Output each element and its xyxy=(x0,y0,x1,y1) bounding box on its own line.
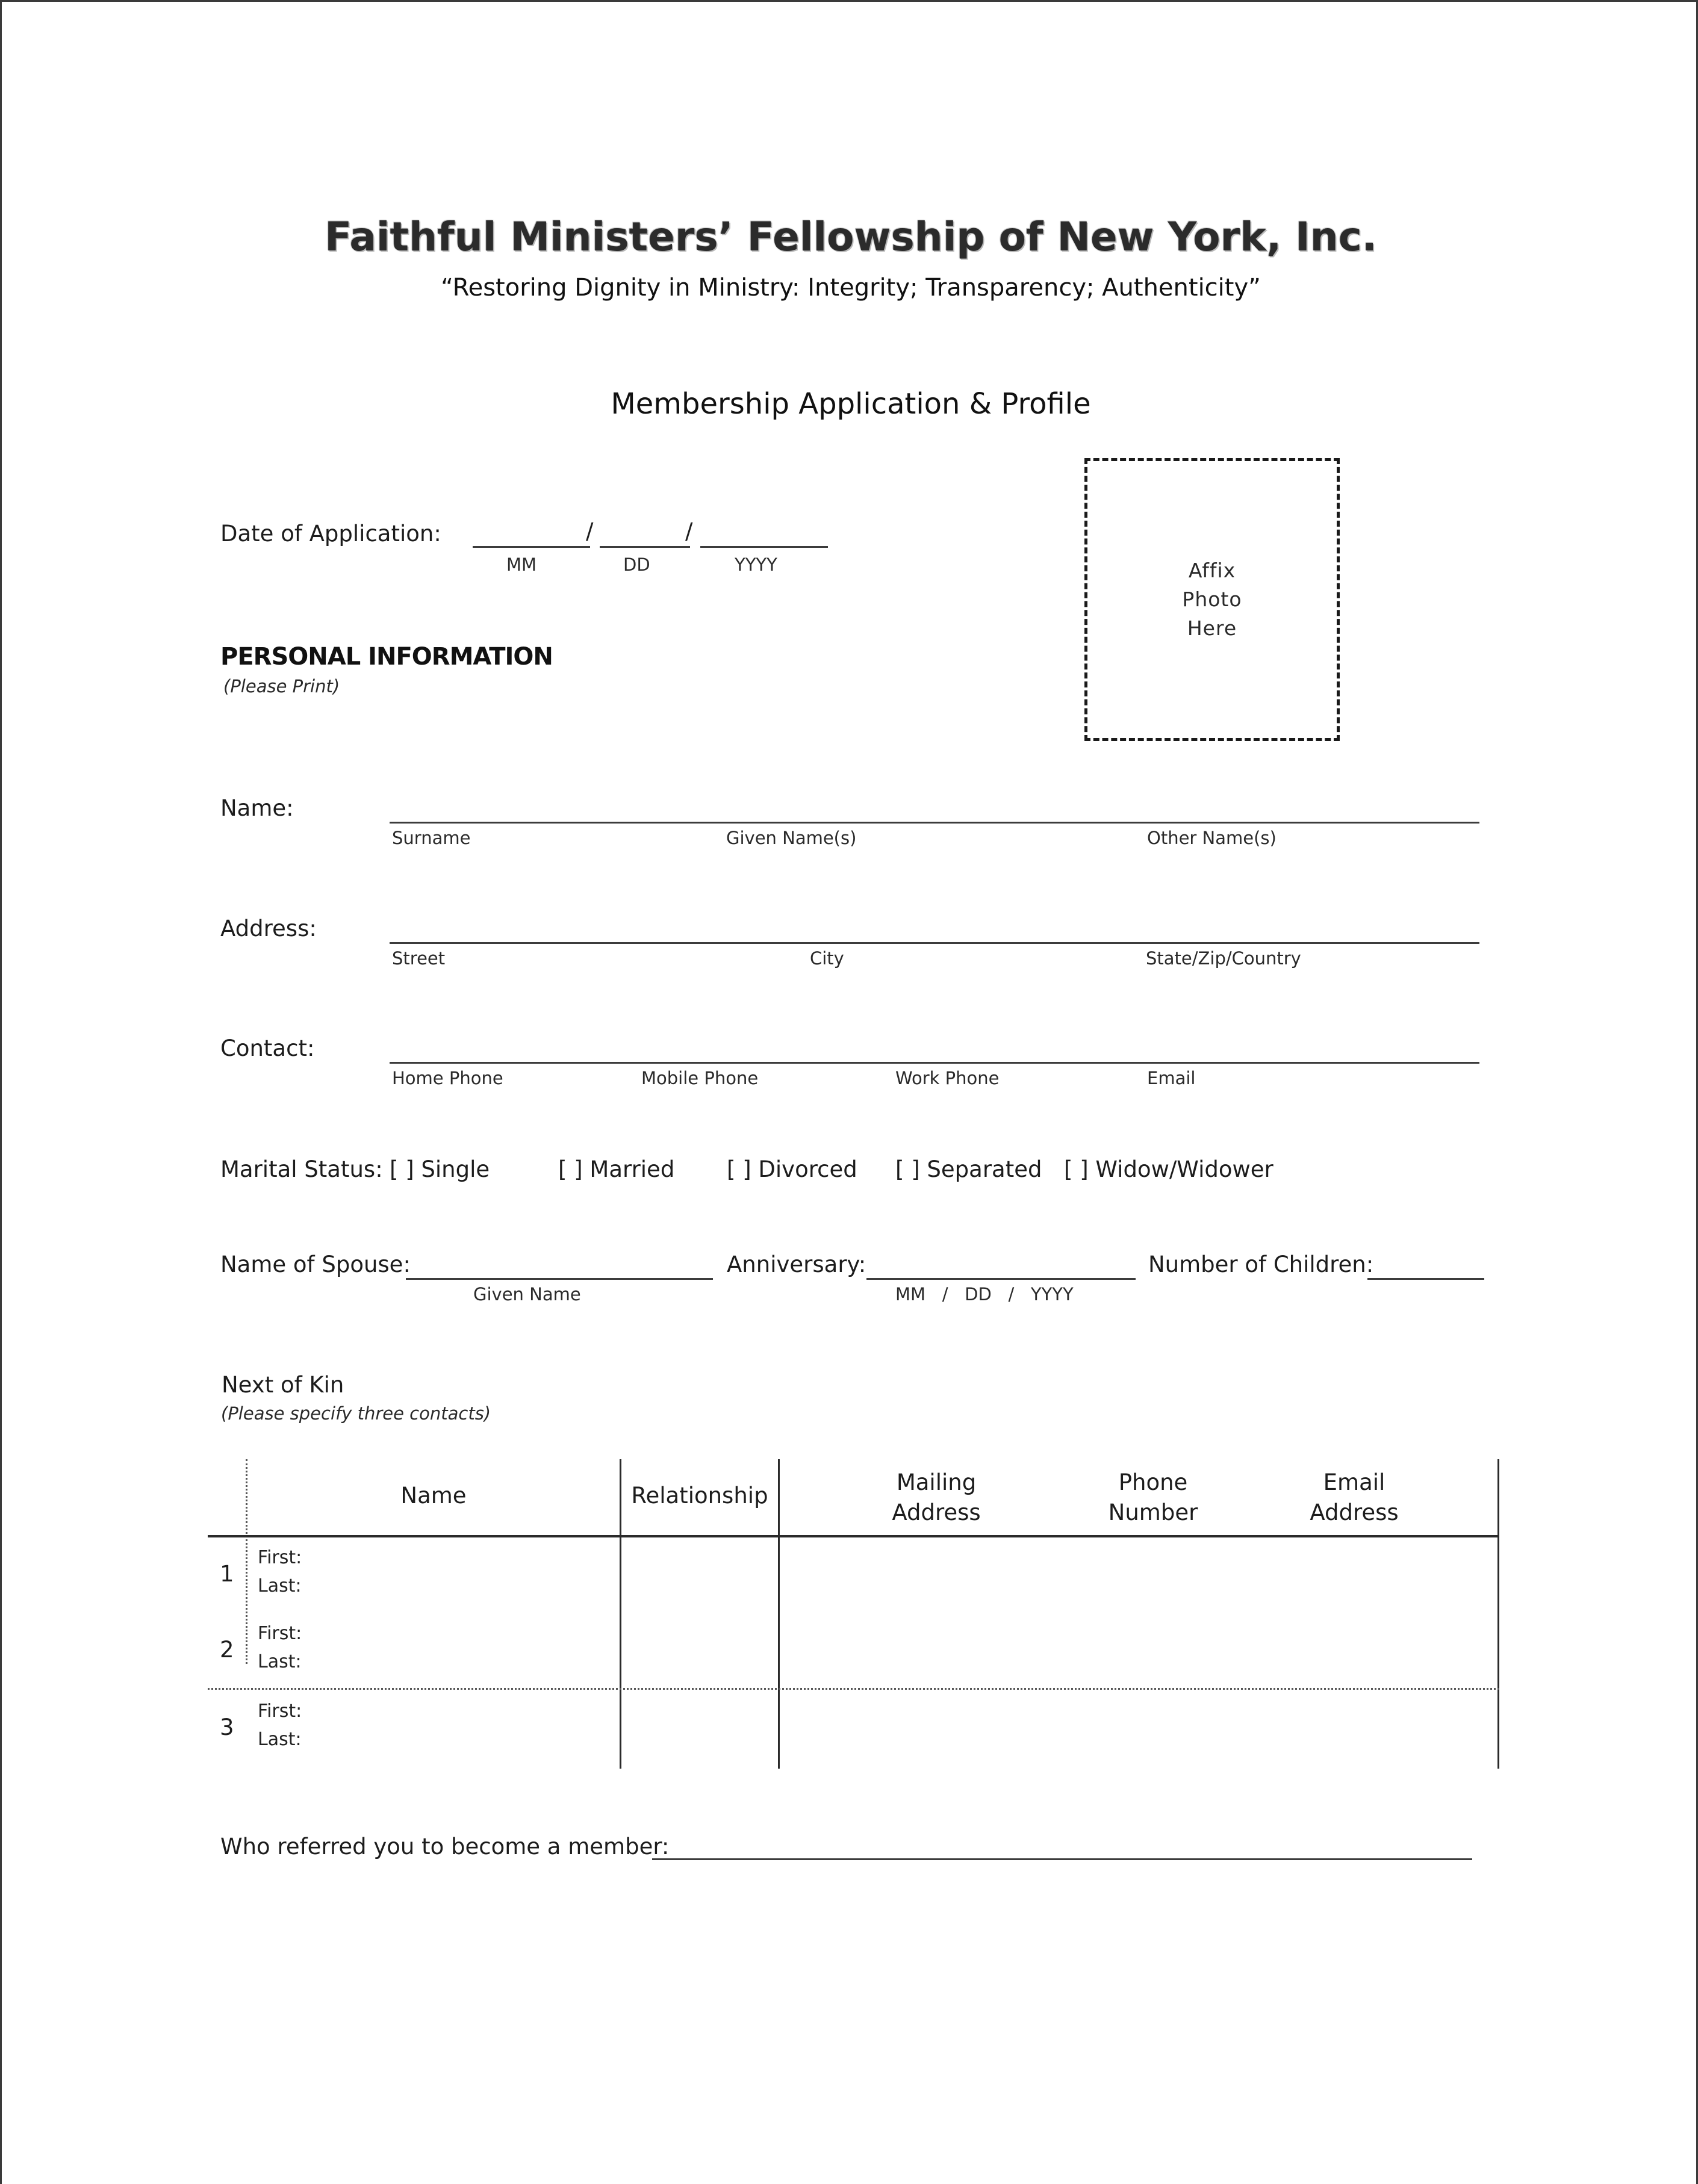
address-label: Address: xyxy=(220,916,317,942)
column-header-email-address xyxy=(1258,1468,1451,1528)
column-header-phone-number xyxy=(1057,1468,1249,1528)
form-title: Membership Application & Profile xyxy=(611,387,1091,421)
header-separator xyxy=(208,1535,1499,1537)
contact-field[interactable] xyxy=(390,1062,1479,1064)
photo-placeholder-text xyxy=(1182,556,1242,643)
please-print-note: (Please Print) xyxy=(223,676,340,696)
children-label: Number of Children: xyxy=(1148,1252,1374,1277)
organization-title: Faithful Ministers’ Fellowship of New York, Inc. xyxy=(325,214,1377,260)
next-of-kin-note: (Please specify three contacts) xyxy=(221,1403,491,1424)
checkbox-icon[interactable]: [ ] xyxy=(558,1156,583,1182)
header-line: Mailing xyxy=(896,1469,977,1495)
row-number: 1 xyxy=(220,1561,234,1587)
date-year-field[interactable] xyxy=(700,546,828,548)
option-label: Single xyxy=(421,1156,490,1182)
header-line: Address xyxy=(892,1500,981,1525)
last-name-label[interactable]: Last: xyxy=(258,1651,302,1672)
email-hint: Email xyxy=(1147,1068,1196,1088)
date-separator: / xyxy=(586,518,594,544)
row-number: 3 xyxy=(220,1714,234,1740)
mobile-phone-hint: Mobile Phone xyxy=(641,1068,759,1088)
checkbox-icon[interactable]: [ ] xyxy=(1064,1156,1089,1182)
marital-option-separated[interactable] xyxy=(895,1156,1042,1182)
referral-label: Who referred you to become a member: xyxy=(220,1834,670,1860)
last-name-label[interactable]: Last: xyxy=(258,1575,302,1596)
marital-option-married[interactable] xyxy=(558,1156,674,1182)
photo-text-line: Here xyxy=(1187,616,1237,640)
option-label: Divorced xyxy=(758,1156,857,1182)
first-name-label[interactable]: First: xyxy=(258,1547,302,1568)
spouse-given-name-hint: Given Name xyxy=(473,1284,581,1305)
spouse-label: Name of Spouse: xyxy=(220,1252,411,1277)
address-field[interactable] xyxy=(390,942,1479,944)
marital-option-divorced[interactable] xyxy=(727,1156,857,1182)
anniversary-label: Anniversary: xyxy=(727,1252,866,1277)
date-day-field[interactable] xyxy=(600,546,690,548)
checkbox-icon[interactable]: [ ] xyxy=(895,1156,920,1182)
row-number: 2 xyxy=(220,1637,234,1663)
marital-option-widow[interactable] xyxy=(1064,1156,1274,1182)
row-divider xyxy=(208,1688,1499,1690)
checkbox-icon[interactable]: [ ] xyxy=(727,1156,751,1182)
state-zip-country-hint: State/Zip/Country xyxy=(1146,948,1301,969)
table-right-border xyxy=(1497,1459,1499,1769)
anniversary-field[interactable] xyxy=(866,1278,1136,1280)
marital-status-label: Marital Status: xyxy=(220,1156,383,1182)
header-line: Email xyxy=(1323,1469,1385,1495)
work-phone-hint: Work Phone xyxy=(895,1068,1000,1088)
photo-placeholder-box xyxy=(1084,458,1340,741)
checkbox-icon[interactable]: [ ] xyxy=(390,1156,414,1182)
first-name-label[interactable]: First: xyxy=(258,1701,302,1722)
column-header-relationship: Relationship xyxy=(631,1483,768,1509)
given-names-hint: Given Name(s) xyxy=(726,828,857,848)
column-header-mailing-address xyxy=(840,1468,1033,1528)
date-of-application-label: Date of Application: xyxy=(220,521,441,547)
home-phone-hint: Home Phone xyxy=(392,1068,503,1088)
marital-option-single[interactable] xyxy=(390,1156,490,1182)
contact-label: Contact: xyxy=(220,1035,315,1061)
date-month-hint: MM xyxy=(506,554,537,575)
street-hint: Street xyxy=(392,948,446,969)
anniversary-date-hint: MM / DD / YYYY xyxy=(895,1284,1074,1305)
first-name-label[interactable]: First: xyxy=(258,1623,302,1644)
option-label: Widow/Widower xyxy=(1095,1156,1274,1182)
date-separator: / xyxy=(685,518,693,544)
header-line: Address xyxy=(1310,1500,1399,1525)
name-label: Name: xyxy=(220,795,294,821)
referral-field[interactable] xyxy=(652,1858,1472,1860)
last-name-label[interactable]: Last: xyxy=(258,1729,302,1750)
next-of-kin-heading: Next of Kin xyxy=(222,1372,344,1398)
header-line: Number xyxy=(1108,1500,1198,1525)
personal-information-heading: PERSONAL INFORMATION xyxy=(220,643,553,671)
photo-text-line: Photo xyxy=(1182,588,1242,611)
spouse-name-field[interactable] xyxy=(406,1278,713,1280)
column-divider xyxy=(778,1459,780,1769)
header-line: Phone xyxy=(1118,1469,1188,1495)
column-header-name: Name xyxy=(400,1483,467,1509)
name-field[interactable] xyxy=(390,822,1479,824)
date-year-hint: YYYY xyxy=(735,554,777,575)
option-label: Separated xyxy=(927,1156,1042,1182)
date-day-hint: DD xyxy=(623,554,650,575)
surname-hint: Surname xyxy=(392,828,471,848)
organization-motto: “Restoring Dignity in Ministry: Integrity; Transparency; Authenticity” xyxy=(441,274,1261,302)
other-names-hint: Other Name(s) xyxy=(1147,828,1277,848)
option-label: Married xyxy=(589,1156,675,1182)
date-month-field[interactable] xyxy=(473,546,590,548)
photo-text-line: Affix xyxy=(1188,559,1236,582)
children-count-field[interactable] xyxy=(1367,1278,1484,1280)
city-hint: City xyxy=(810,948,844,969)
